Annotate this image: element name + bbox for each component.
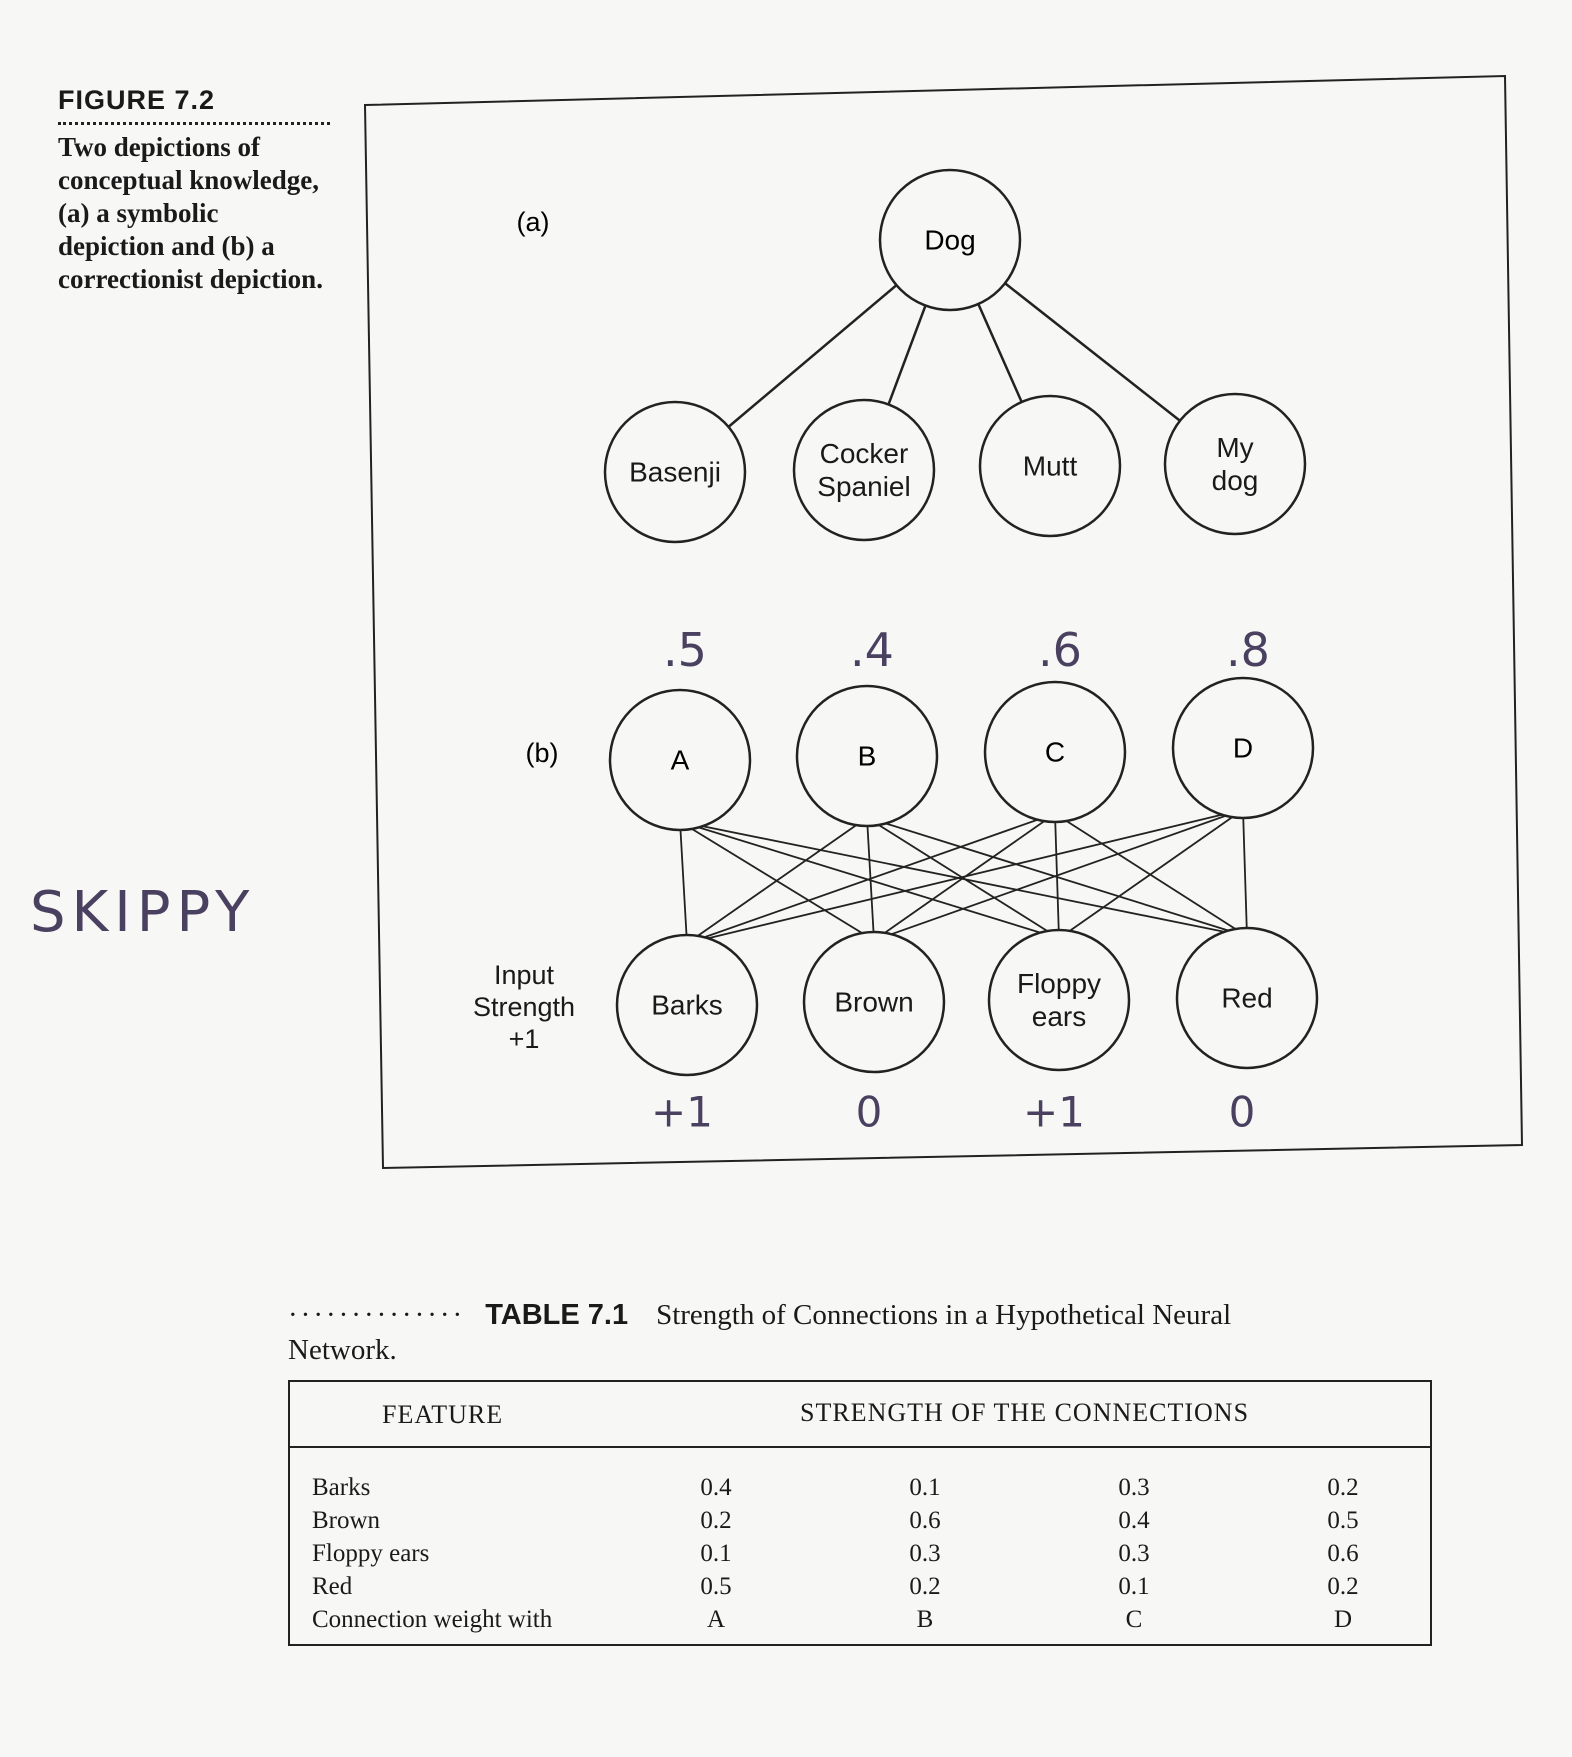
strength-cell: 0.3 bbox=[909, 1540, 941, 1567]
strength-cell: D bbox=[1333, 1606, 1353, 1633]
strength-cell: 0.1 bbox=[909, 1474, 941, 1501]
part-a-label: (a) bbox=[516, 207, 550, 237]
input-node-label: ears bbox=[1031, 1001, 1087, 1033]
connection-edge bbox=[680, 822, 1059, 939]
strength-cell: 0.4 bbox=[1118, 1507, 1150, 1534]
strength-cell: C bbox=[1125, 1606, 1143, 1633]
breed-node bbox=[1165, 394, 1305, 534]
input-strength-label: Strength bbox=[472, 992, 576, 1022]
handwritten-input: +1 bbox=[1023, 1087, 1085, 1137]
strength-cell: 0.6 bbox=[1327, 1540, 1359, 1567]
connection-edge bbox=[687, 814, 1055, 944]
handwritten-activation: .4 bbox=[850, 623, 894, 677]
handwritten-activation: .5 bbox=[663, 623, 707, 677]
strength-cell: 0.6 bbox=[909, 1507, 941, 1534]
table-header bbox=[290, 1382, 1430, 1448]
table-title: Strength of Connections in a Hypothetical Neural Network. bbox=[288, 1299, 1232, 1366]
table-number: TABLE 7.1 bbox=[485, 1299, 629, 1331]
table-row bbox=[290, 1573, 1430, 1606]
strength-cell: B bbox=[916, 1606, 934, 1633]
feature-cell: Red bbox=[312, 1573, 353, 1600]
breed-node-label: Basenji bbox=[629, 456, 721, 488]
hidden-node-label: B bbox=[857, 740, 877, 772]
table-row bbox=[290, 1606, 1430, 1639]
header-strength: STRENGTH OF THE CONNECTIONS bbox=[800, 1398, 1250, 1427]
connection-edge bbox=[1059, 810, 1243, 939]
hidden-node-label: A bbox=[670, 744, 690, 776]
input-strength-label: +1 bbox=[508, 1023, 540, 1054]
feature-cell: Brown bbox=[312, 1507, 381, 1534]
strength-cell: 0.1 bbox=[700, 1540, 732, 1567]
connection-edge bbox=[680, 822, 687, 944]
strength-cell: 0.3 bbox=[1118, 1474, 1150, 1501]
feature-cell: Floppy ears bbox=[312, 1540, 430, 1567]
table-row bbox=[290, 1507, 1430, 1540]
strength-cell: 0.4 bbox=[700, 1474, 732, 1501]
feature-cell: Barks bbox=[312, 1474, 371, 1501]
breed-node-label: Spaniel bbox=[817, 471, 911, 503]
strength-cell: 0.2 bbox=[1327, 1474, 1359, 1501]
strength-cell: 0.1 bbox=[1118, 1573, 1150, 1600]
hidden-node-label: D bbox=[1232, 732, 1254, 764]
handwritten-input: 0 bbox=[855, 1087, 883, 1137]
dog-node-label: Dog bbox=[924, 224, 976, 256]
tree-edge bbox=[978, 304, 1021, 402]
tree-edge bbox=[889, 306, 926, 405]
input-node-label: Barks bbox=[651, 989, 723, 1021]
handwritten-input: 0 bbox=[1228, 1087, 1256, 1137]
header-feature: FEATURE bbox=[382, 1400, 504, 1429]
hidden-node-label: C bbox=[1044, 736, 1066, 768]
input-node-label: Brown bbox=[834, 986, 914, 1018]
strength-cell: A bbox=[706, 1606, 726, 1633]
breed-node bbox=[794, 400, 934, 540]
strength-cell: 0.2 bbox=[1327, 1573, 1359, 1600]
table-row bbox=[290, 1474, 1430, 1507]
table-caption bbox=[288, 1298, 1288, 1368]
handwritten-activation: .8 bbox=[1226, 623, 1270, 677]
feature-cell: Connection weight with bbox=[312, 1606, 553, 1633]
breed-node-label: Mutt bbox=[1022, 450, 1078, 482]
connection-edge bbox=[687, 818, 867, 944]
handwritten-activation: .6 bbox=[1038, 623, 1082, 677]
strength-cell: 0.5 bbox=[1327, 1507, 1359, 1534]
input-strength-label: Input bbox=[493, 960, 555, 991]
strength-cell: 0.2 bbox=[909, 1573, 941, 1600]
breed-node-label: My bbox=[1216, 431, 1254, 463]
figure-label: FIGURE 7.2 bbox=[58, 85, 216, 115]
part-b-label: (b) bbox=[525, 738, 559, 768]
breed-node-label: dog bbox=[1211, 465, 1259, 497]
handwritten-note: SKIPPY bbox=[30, 880, 256, 945]
table-row bbox=[290, 1540, 1430, 1573]
input-node-label: Floppy bbox=[1016, 967, 1102, 999]
figure-caption: Two depictions of conceptual knowledge, (a) a symbolic depiction and (b) a correctionist depiction. bbox=[58, 132, 323, 294]
input-node bbox=[989, 930, 1129, 1070]
strength-cell: 0.2 bbox=[700, 1507, 732, 1534]
handwritten-input: +1 bbox=[651, 1087, 713, 1137]
table-caption-dots: ·············· bbox=[288, 1299, 466, 1331]
input-node-label: Red bbox=[1221, 982, 1273, 1014]
connection-table bbox=[288, 1380, 1432, 1646]
breed-node-label: Cocker bbox=[819, 437, 909, 469]
connection-edge bbox=[1243, 810, 1247, 937]
strength-cell: 0.5 bbox=[700, 1573, 732, 1600]
strength-cell: 0.3 bbox=[1118, 1540, 1150, 1567]
